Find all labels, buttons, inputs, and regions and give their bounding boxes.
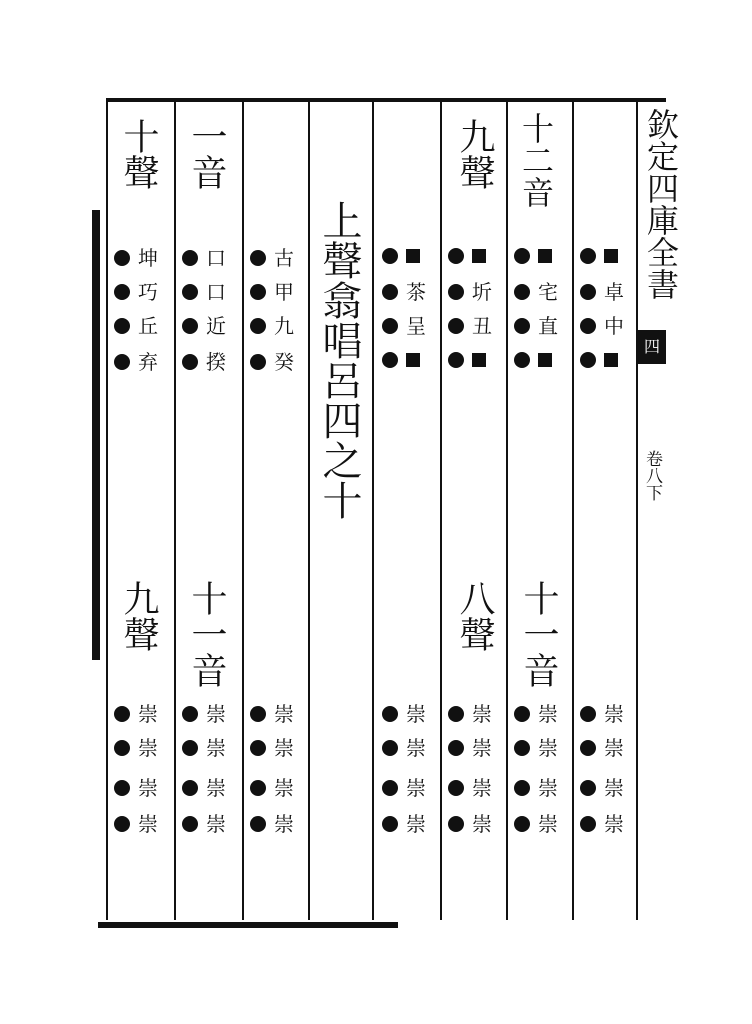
row-cell bbox=[448, 316, 492, 336]
row-char: 崇 bbox=[604, 776, 624, 800]
row-cell bbox=[448, 814, 492, 834]
row-cell bbox=[580, 316, 624, 336]
header-c1-bottom: 九聲 bbox=[118, 580, 159, 652]
row-char: 崇 bbox=[472, 776, 492, 800]
circle-mark-icon bbox=[514, 706, 530, 722]
circle-mark-icon bbox=[514, 318, 530, 334]
row-char: 茶 bbox=[406, 280, 426, 304]
circle-mark-icon bbox=[580, 248, 596, 264]
row-cell bbox=[182, 352, 226, 372]
row-cell bbox=[114, 248, 158, 268]
circle-mark-icon bbox=[448, 740, 464, 756]
circle-mark-icon bbox=[382, 318, 398, 334]
circle-mark-icon bbox=[250, 354, 266, 370]
row-cell bbox=[580, 352, 618, 368]
row-char: 崇 bbox=[206, 776, 226, 800]
row-cell bbox=[580, 704, 624, 724]
header-c2-bottom: 十一音 bbox=[186, 580, 227, 688]
row-cell bbox=[514, 248, 552, 264]
row-cell bbox=[182, 316, 226, 336]
row-char: 崇 bbox=[604, 812, 624, 836]
row-cell bbox=[250, 248, 294, 268]
circle-mark-icon bbox=[448, 352, 464, 368]
circle-mark-icon bbox=[182, 318, 198, 334]
row-cell bbox=[382, 352, 420, 368]
circle-mark-icon bbox=[580, 352, 596, 368]
row-cell bbox=[114, 778, 158, 798]
row-cell bbox=[580, 738, 624, 758]
circle-mark-icon bbox=[114, 284, 130, 300]
blank-square-icon bbox=[538, 249, 552, 263]
column-divider bbox=[174, 102, 176, 920]
row-char: 崇 bbox=[206, 736, 226, 760]
frame-bottom-rule bbox=[98, 922, 398, 928]
row-char: 崇 bbox=[138, 812, 158, 836]
blank-square-icon bbox=[538, 353, 552, 367]
row-cell bbox=[514, 316, 558, 336]
row-char: 口 bbox=[206, 280, 226, 304]
row-cell bbox=[448, 738, 492, 758]
row-char: 口 bbox=[206, 246, 226, 270]
row-cell bbox=[250, 282, 294, 302]
row-char: 丘 bbox=[138, 314, 158, 338]
row-cell bbox=[114, 352, 158, 372]
row-cell bbox=[182, 248, 226, 268]
frame-top-rule bbox=[106, 98, 666, 102]
row-char: 崇 bbox=[472, 736, 492, 760]
row-char: 崇 bbox=[538, 776, 558, 800]
row-char: 崇 bbox=[472, 812, 492, 836]
header-c6-top: 九聲 bbox=[454, 118, 495, 190]
row-char: 近 bbox=[206, 314, 226, 338]
row-cell bbox=[250, 316, 294, 336]
circle-mark-icon bbox=[250, 250, 266, 266]
circle-mark-icon bbox=[182, 354, 198, 370]
circle-mark-icon bbox=[514, 352, 530, 368]
row-char: 崇 bbox=[138, 702, 158, 726]
row-char: 崇 bbox=[274, 812, 294, 836]
frame-left-rule bbox=[92, 210, 100, 660]
row-char: 崇 bbox=[274, 702, 294, 726]
circle-mark-icon bbox=[448, 780, 464, 796]
row-cell bbox=[448, 352, 486, 368]
row-cell bbox=[448, 248, 486, 264]
row-cell bbox=[114, 704, 158, 724]
row-cell bbox=[382, 316, 426, 336]
header-c6-bottom: 八聲 bbox=[454, 580, 495, 652]
column-divider bbox=[572, 102, 574, 920]
row-char: 崇 bbox=[538, 736, 558, 760]
circle-mark-icon bbox=[514, 284, 530, 300]
row-char: 崇 bbox=[604, 702, 624, 726]
row-cell bbox=[382, 704, 426, 724]
row-char: 中 bbox=[604, 314, 624, 338]
header-c2-top: 一音 bbox=[186, 118, 227, 190]
circle-mark-icon bbox=[182, 816, 198, 832]
row-cell bbox=[114, 316, 158, 336]
circle-mark-icon bbox=[182, 284, 198, 300]
column-divider bbox=[440, 102, 442, 920]
row-cell bbox=[514, 704, 558, 724]
row-char: 丑 bbox=[472, 314, 492, 338]
circle-mark-icon bbox=[382, 740, 398, 756]
row-cell bbox=[514, 778, 558, 798]
row-char: 古 bbox=[274, 246, 294, 270]
row-cell bbox=[448, 704, 492, 724]
circle-mark-icon bbox=[448, 318, 464, 334]
row-char: 崇 bbox=[472, 702, 492, 726]
circle-mark-icon bbox=[448, 248, 464, 264]
circle-mark-icon bbox=[382, 352, 398, 368]
row-char: 崇 bbox=[406, 736, 426, 760]
row-cell bbox=[514, 814, 558, 834]
row-cell bbox=[114, 738, 158, 758]
circle-mark-icon bbox=[580, 284, 596, 300]
circle-mark-icon bbox=[382, 248, 398, 264]
row-char: 崇 bbox=[406, 776, 426, 800]
row-char: 崇 bbox=[206, 702, 226, 726]
blank-square-icon bbox=[406, 249, 420, 263]
circle-mark-icon bbox=[182, 250, 198, 266]
circle-mark-icon bbox=[580, 816, 596, 832]
header-c7-top: 十二音 bbox=[517, 112, 555, 208]
circle-mark-icon bbox=[182, 706, 198, 722]
row-cell bbox=[114, 282, 158, 302]
row-cell bbox=[580, 778, 624, 798]
row-cell bbox=[182, 778, 226, 798]
circle-mark-icon bbox=[514, 740, 530, 756]
circle-mark-icon bbox=[114, 816, 130, 832]
row-cell bbox=[182, 704, 226, 724]
circle-mark-icon bbox=[580, 780, 596, 796]
column-divider bbox=[506, 102, 508, 920]
circle-mark-icon bbox=[114, 318, 130, 334]
column-divider bbox=[372, 102, 374, 920]
circle-mark-icon bbox=[250, 318, 266, 334]
blank-square-icon bbox=[472, 353, 486, 367]
row-cell bbox=[250, 352, 294, 372]
row-char: 崇 bbox=[406, 812, 426, 836]
row-cell bbox=[382, 248, 420, 264]
circle-mark-icon bbox=[114, 354, 130, 370]
row-cell bbox=[182, 814, 226, 834]
row-char: 弃 bbox=[138, 350, 158, 374]
circle-mark-icon bbox=[182, 740, 198, 756]
circle-mark-icon bbox=[250, 740, 266, 756]
row-char: 崇 bbox=[274, 736, 294, 760]
row-cell bbox=[580, 248, 618, 264]
circle-mark-icon bbox=[250, 780, 266, 796]
column-divider bbox=[242, 102, 244, 920]
row-cell bbox=[382, 738, 426, 758]
row-cell bbox=[382, 282, 426, 302]
row-char: 崇 bbox=[604, 736, 624, 760]
row-char: 巧 bbox=[138, 280, 158, 304]
circle-mark-icon bbox=[514, 816, 530, 832]
circle-mark-icon bbox=[514, 780, 530, 796]
row-char: 癸 bbox=[274, 350, 294, 374]
header-c1-top: 十聲 bbox=[118, 118, 159, 190]
section-title: 上聲翕唱呂四之十 bbox=[316, 200, 362, 520]
row-cell bbox=[114, 814, 158, 834]
blank-square-icon bbox=[604, 353, 618, 367]
circle-mark-icon bbox=[580, 706, 596, 722]
row-char: 圻 bbox=[472, 280, 492, 304]
blank-square-icon bbox=[604, 249, 618, 263]
row-char: 崇 bbox=[538, 812, 558, 836]
row-cell bbox=[250, 814, 294, 834]
circle-mark-icon bbox=[580, 318, 596, 334]
circle-mark-icon bbox=[382, 816, 398, 832]
row-char: 崇 bbox=[206, 812, 226, 836]
juan-label: 卷八下 bbox=[642, 450, 662, 501]
circle-mark-icon bbox=[114, 740, 130, 756]
circle-mark-icon bbox=[182, 780, 198, 796]
row-cell bbox=[182, 738, 226, 758]
row-cell bbox=[580, 814, 624, 834]
circle-mark-icon bbox=[382, 284, 398, 300]
row-cell bbox=[514, 352, 552, 368]
row-cell bbox=[382, 814, 426, 834]
row-cell bbox=[448, 778, 492, 798]
page-tab: 四 bbox=[638, 330, 666, 364]
circle-mark-icon bbox=[382, 706, 398, 722]
book-title: 欽定四庫全書 bbox=[642, 108, 680, 300]
row-char: 直 bbox=[538, 314, 558, 338]
row-char: 甲 bbox=[274, 280, 294, 304]
circle-mark-icon bbox=[580, 740, 596, 756]
row-cell bbox=[182, 282, 226, 302]
row-cell bbox=[382, 778, 426, 798]
row-cell bbox=[448, 282, 492, 302]
column-divider bbox=[308, 102, 310, 920]
row-char: 宅 bbox=[538, 280, 558, 304]
row-char: 呈 bbox=[406, 314, 426, 338]
row-char: 崇 bbox=[538, 702, 558, 726]
row-cell bbox=[514, 738, 558, 758]
circle-mark-icon bbox=[448, 706, 464, 722]
circle-mark-icon bbox=[250, 284, 266, 300]
row-cell bbox=[250, 738, 294, 758]
circle-mark-icon bbox=[382, 780, 398, 796]
header-c7-bottom: 十一音 bbox=[518, 580, 559, 688]
circle-mark-icon bbox=[114, 250, 130, 266]
blank-square-icon bbox=[406, 353, 420, 367]
circle-mark-icon bbox=[448, 816, 464, 832]
row-cell bbox=[250, 704, 294, 724]
row-cell bbox=[580, 282, 624, 302]
circle-mark-icon bbox=[250, 706, 266, 722]
row-char: 九 bbox=[274, 314, 294, 338]
row-char: 坤 bbox=[138, 246, 158, 270]
row-char: 崇 bbox=[138, 736, 158, 760]
row-char: 崇 bbox=[138, 776, 158, 800]
circle-mark-icon bbox=[114, 706, 130, 722]
circle-mark-icon bbox=[250, 816, 266, 832]
circle-mark-icon bbox=[514, 248, 530, 264]
row-cell bbox=[514, 282, 558, 302]
row-cell bbox=[250, 778, 294, 798]
circle-mark-icon bbox=[114, 780, 130, 796]
circle-mark-icon bbox=[448, 284, 464, 300]
blank-square-icon bbox=[472, 249, 486, 263]
row-char: 崇 bbox=[274, 776, 294, 800]
column-divider bbox=[106, 102, 108, 920]
row-char: 卓 bbox=[604, 280, 624, 304]
row-char: 揆 bbox=[206, 350, 226, 374]
row-char: 崇 bbox=[406, 702, 426, 726]
